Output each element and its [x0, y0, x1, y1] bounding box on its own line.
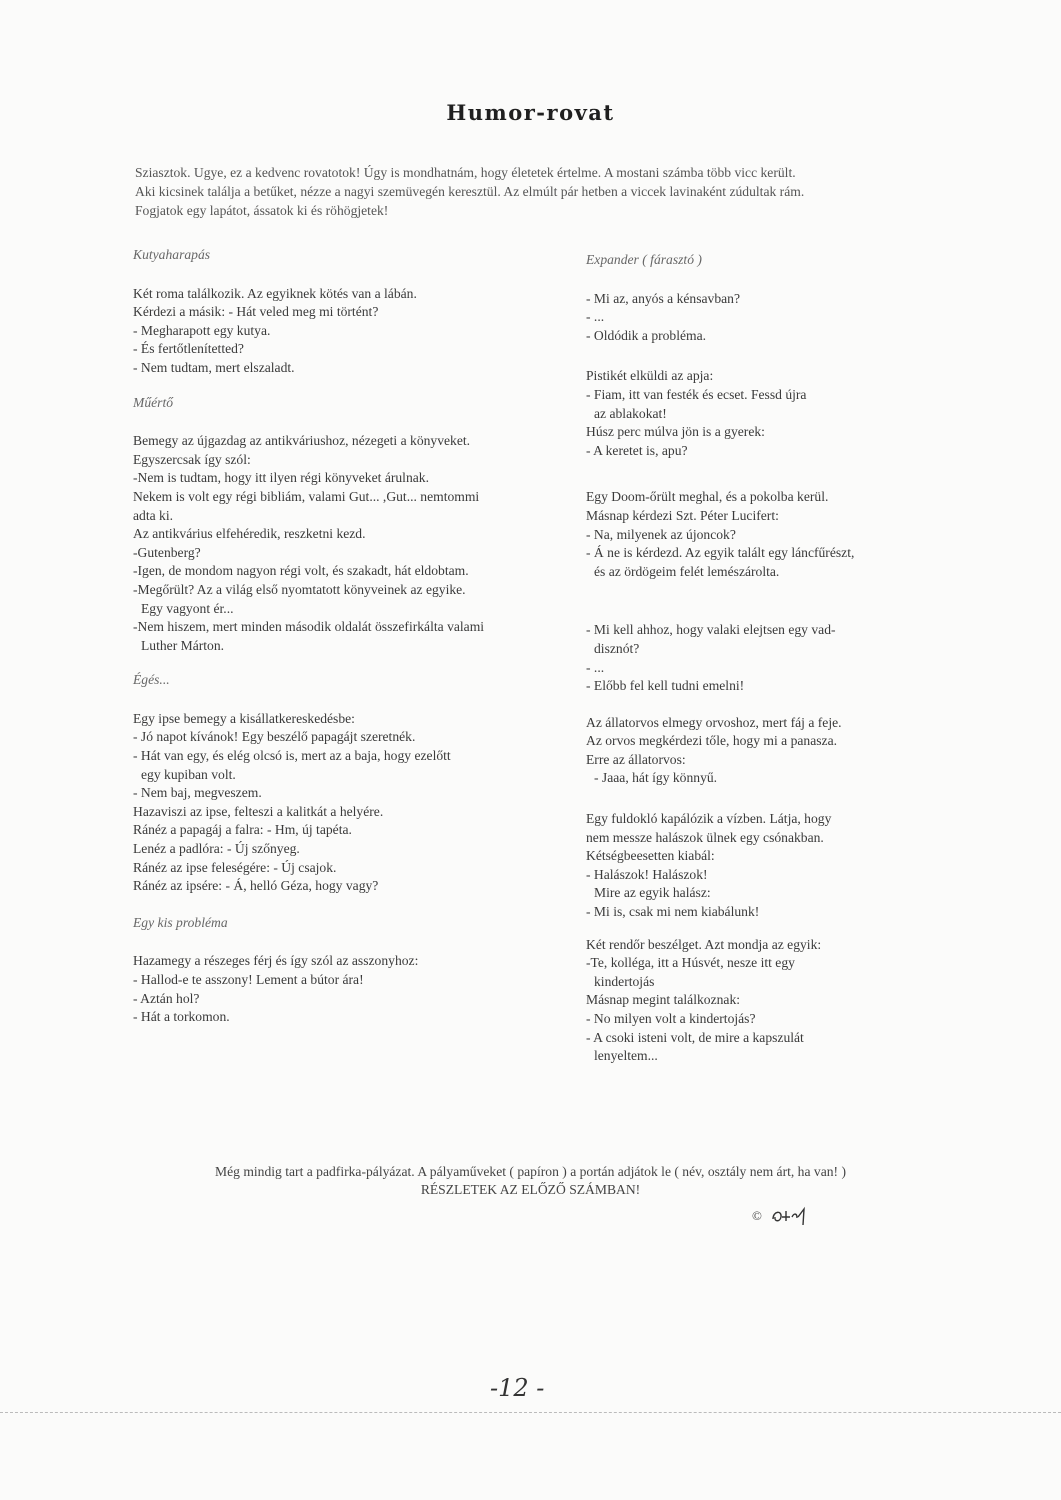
handwritten-signature-icon: [770, 1205, 810, 1227]
joke-line: Egy Doom-őrült meghal, és a pokolba kerül.: [586, 489, 829, 505]
joke-line: - Hát van egy, és elég olcsó is, mert az a baja, hogy ezelőtt: [133, 748, 451, 764]
joke-line: Mire az egyik halász:: [594, 885, 711, 901]
joke-block: [586, 251, 966, 345]
joke-title: Műértő: [133, 394, 174, 410]
page-number: -12 -: [490, 1374, 545, 1402]
intro-paragraph: [135, 163, 965, 220]
joke-line: kindertojás: [594, 973, 655, 989]
joke-line: - Oldódik a probléma.: [586, 327, 707, 343]
joke-line: - Megharapott egy kutya.: [133, 322, 271, 338]
joke-block: [133, 394, 573, 656]
joke-title: Égés...: [133, 672, 170, 688]
joke-line: - Fiam, itt van festék és ecset. Fessd újra: [586, 386, 807, 402]
intro-line: Fogjatok egy lapátot, ássatok ki és röhögjetek!: [135, 203, 389, 218]
joke-line: - ...: [586, 309, 605, 325]
joke-line: - Hát a torkomon.: [133, 1009, 230, 1025]
joke-block: [133, 671, 573, 896]
joke-block: [133, 914, 573, 1027]
joke-line: Két roma találkozik. Az egyiknek kötés van a lábán.: [133, 285, 417, 301]
joke-line: -Te, kolléga, itt a Húsvét, nesze itt egy: [586, 955, 795, 971]
joke-line: Az orvos megkérdezi tőle, hogy mi a panasza.: [586, 733, 838, 749]
joke-line: -Nem is tudtam, hogy itt ilyen régi könyveket árulnak.: [133, 470, 429, 486]
joke-block: [586, 621, 966, 695]
joke-line: Egyszercsak így szól:: [133, 451, 251, 467]
footer-line: RÉSZLETEK AZ ELŐZŐ SZÁMBAN!: [420, 1182, 641, 1197]
joke-line: Bemegy az újgazdag az antikváriushoz, nézegeti a könyveket.: [133, 433, 471, 449]
joke-line: - Na, milyenek az újoncok?: [586, 526, 736, 542]
joke-block: [586, 367, 966, 460]
joke-block: [586, 488, 966, 581]
joke-line: adta ki.: [133, 507, 174, 523]
joke-line: - No milyen volt a kindertojás?: [586, 1011, 756, 1026]
intro-line: Aki kicsinek találja a betűket, nézze a nagyi szemüvegén keresztül. Az elmúlt pár hetben a viccek lavinaként zúdultak rám.: [135, 184, 805, 199]
page-title: Humor-rovat: [446, 100, 615, 125]
joke-line: Másnap megint találkoznak:: [586, 992, 741, 1008]
joke-line: - Mi az, anyós a kénsavban?: [586, 290, 741, 306]
joke-line: és az ördögeim felét lemészárolta.: [594, 563, 780, 579]
joke-title: Egy kis probléma: [133, 914, 228, 930]
joke-block: [586, 810, 966, 922]
joke-line: Kérdezi a másik: - Hát veled meg mi történt?: [133, 304, 379, 320]
copyright-symbol: ©: [752, 1208, 762, 1223]
joke-line: - Előbb fel kell tudni emelni!: [586, 678, 745, 694]
joke-title: Expander ( fárasztó ): [586, 252, 702, 267]
joke-line: -Gutenberg?: [133, 544, 201, 560]
joke-line: nem messze halászok ülnek egy csónakban.: [586, 829, 824, 845]
joke-line: Húsz perc múlva jön is a gyerek:: [586, 424, 765, 440]
joke-line: - Nem baj, megveszem.: [133, 785, 262, 801]
joke-line: Hazaviszi az ipse, felteszi a kalitkát a helyére.: [133, 803, 384, 819]
joke-line: Hazamegy a részeges férj és így szól az asszonyhoz:: [133, 953, 419, 969]
joke-line: Ránéz az ipse feleségére: - Új csajok.: [133, 859, 337, 875]
joke-line: Ránéz az ipsére: - Á, helló Géza, hogy vagy?: [133, 878, 379, 894]
joke-line: Az antikvárius elfehéredik, reszketni kezd.: [133, 526, 366, 542]
joke-line: - Jaaa, hát így könnyű.: [594, 770, 718, 786]
joke-line: - Mi is, csak mi nem kiabálunk!: [586, 904, 760, 920]
joke-line: -Megőrült? Az a világ első nyomtatott könyveinek az egyike.: [133, 581, 466, 597]
left-column: [133, 246, 573, 1041]
joke-line: - ...: [586, 659, 605, 675]
bottom-divider: [0, 1412, 1061, 1414]
joke-block: [133, 246, 573, 378]
right-column: [586, 251, 966, 1080]
joke-line: Erre az állatorvos:: [586, 751, 686, 767]
joke-line: Ránéz a papagáj a falra: - Hm, új tapéta.: [133, 822, 352, 838]
joke-line: Pistikét elküldi az apja:: [586, 368, 714, 384]
footer-line: Még mindig tart a padfirka-pályázat. A pályaműveket ( papíron ) a portán adjátok le ( név, osztály nem árt, ha van! ): [215, 1164, 846, 1179]
joke-line: Egy fuldokló kapálózik a vízben. Látja, hogy: [586, 811, 832, 827]
joke-line: Nekem is volt egy régi bibliám, valami Gut... ,Gut... nemtommi: [133, 488, 480, 504]
joke-line: lenyeltem...: [594, 1048, 658, 1064]
joke-line: - Nem tudtam, mert elszaladt.: [133, 359, 295, 375]
joke-title: Kutyaharapás: [133, 247, 211, 262]
joke-line: - Mi kell ahhoz, hogy valaki elejtsen egy vad-: [586, 622, 836, 638]
joke-line: - Aztán hol?: [133, 990, 200, 1006]
joke-line: Másnap kérdezi Szt. Péter Lucifert:: [586, 507, 779, 523]
joke-line: - És fertőtlenítetted?: [133, 341, 244, 357]
joke-line: disznót?: [594, 640, 640, 656]
joke-line: Egy ipse bemegy a kisállatkereskedésbe:: [133, 710, 355, 726]
joke-line: Egy vagyont ér...: [141, 600, 234, 616]
joke-line: - A csoki isteni volt, de mire a kapszulát: [586, 1029, 804, 1045]
joke-line: Luther Márton.: [141, 637, 225, 653]
joke-line: Kétségbeesetten kiabál:: [586, 848, 715, 864]
intro-line: Sziasztok. Ugye, ez a kedvenc rovatotok! Úgy is mondhatnám, hogy életetek értelme. A mostani számba több vicc került.: [135, 165, 796, 180]
joke-line: - Á ne is kérdezd. Az egyik talált egy láncfűrészt,: [586, 545, 855, 561]
footer-notice: [0, 1163, 1061, 1199]
joke-block: [586, 714, 966, 788]
joke-line: -Nem hiszem, mert minden második oldalát összefirkálta valami: [133, 619, 485, 635]
joke-line: Lenéz a padlóra: - Új szőnyeg.: [133, 841, 300, 857]
joke-line: - Hallod-e te asszony! Lement a bútor ára!: [133, 972, 364, 987]
joke-line: - A keretet is, apu?: [586, 442, 688, 458]
joke-line: egy kupiban volt.: [141, 766, 236, 782]
signature-block: [752, 1205, 810, 1227]
joke-line: Az állatorvos elmegy orvoshoz, mert fáj a feje.: [586, 714, 842, 730]
joke-line: - Jó napot kívánok! Egy beszélő papagájt szeretnék.: [133, 729, 416, 745]
joke-block: [586, 936, 966, 1066]
joke-line: Két rendőr beszélget. Azt mondja az egyik:: [586, 936, 822, 952]
joke-line: - Halászok! Halászok!: [586, 866, 708, 882]
joke-line: az ablakokat!: [594, 405, 667, 421]
joke-line: -Igen, de mondom nagyon régi volt, és szakadt, hát eldobtam.: [133, 563, 469, 579]
